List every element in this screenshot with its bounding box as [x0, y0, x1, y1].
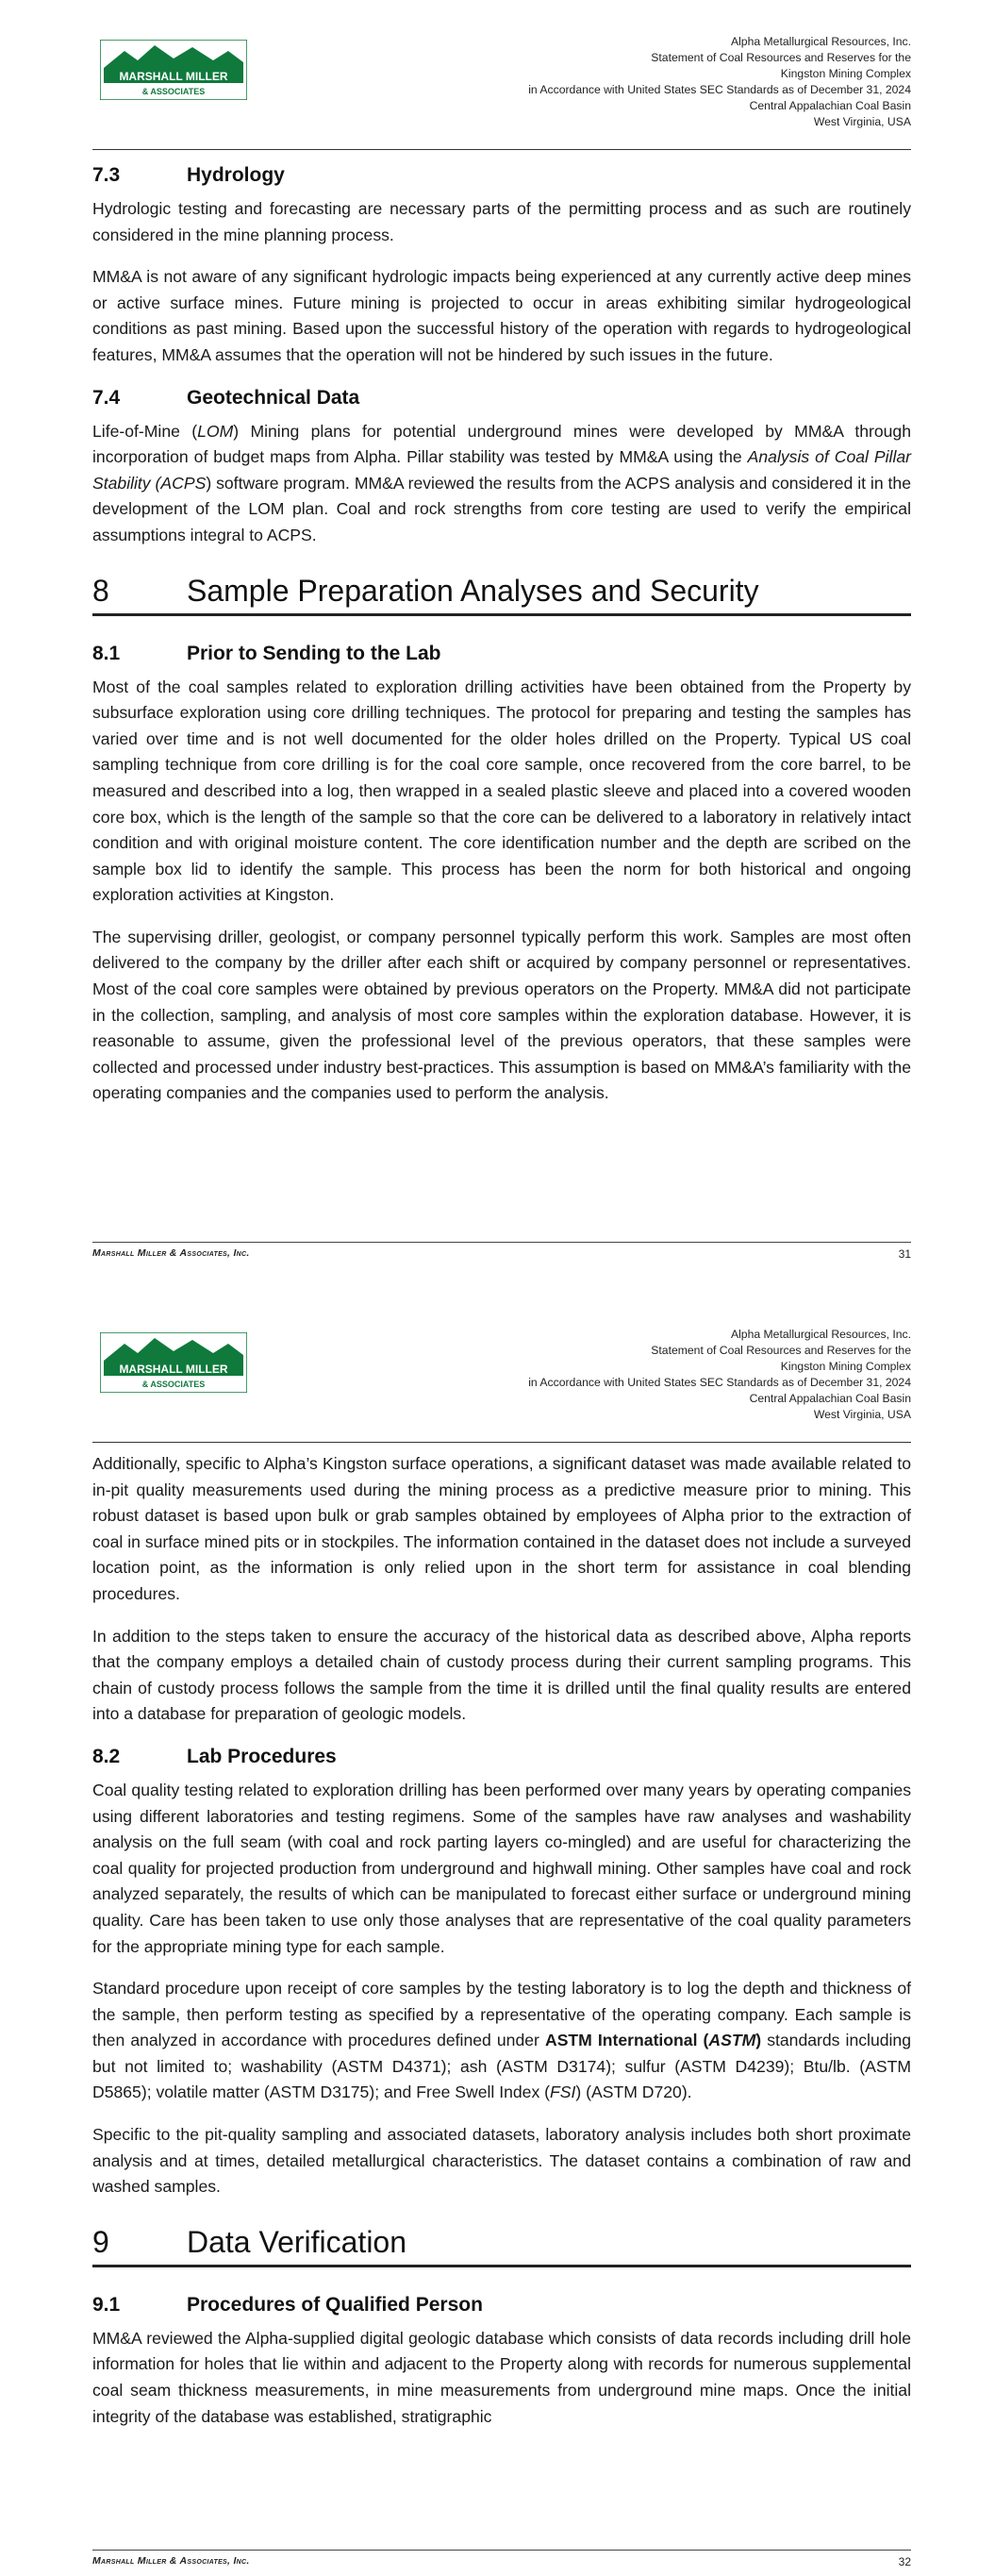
section-title: Geotechnical Data: [187, 386, 360, 409]
header-line-2: Statement of Coal Resources and Reserves for the: [651, 1344, 911, 1357]
section-7-4-heading: [92, 385, 911, 411]
footer-firm-name: Marshall Miller & Associates, Inc.: [92, 2555, 250, 2567]
logo-text-top: MARSHALL MILLER: [119, 70, 228, 83]
header-line-3: Kingston Mining Complex: [780, 67, 911, 80]
paragraph: Hydrologic testing and forecasting are necessary parts of the permitting process and as such are routinely considered in the mine planning process.: [92, 199, 911, 244]
paragraph: Specific to the pit-quality sampling and associated datasets, laboratory analysis includes both short proximate analysis and at times, detailed metallurgical characteristics. The dataset contains a combination of raw and washed samples.: [92, 2125, 911, 2197]
header-line-5: Central Appalachian Coal Basin: [749, 1392, 911, 1405]
footer-divider: [92, 2550, 911, 2551]
chapter-8-heading: [92, 570, 911, 616]
section-title: Prior to Sending to the Lab: [187, 642, 441, 664]
section-number: 8.1: [92, 642, 121, 664]
page-number: 31: [898, 1247, 911, 1261]
paragraph: In addition to the steps taken to ensure the accuracy of the historical data as described above, Alpha reports that the company employs a detailed chain of custody process during their current sampling programs. This chain of custody process follows the sample from the time it is drilled until the final quality results are entered into a database for preparation of geologic models.: [92, 1626, 911, 1724]
footer-divider: [92, 1242, 911, 1243]
paragraph: MM&A is not aware of any significant hydrologic impacts being experienced at any currently active deep mines or active surface mines. Future mining is projected to occur in areas exhibiting similar hydrogeological conditions as past mining. Based upon the successful history of the operation with regards to hydrogeological features, MM&A assumes that the operation will not be hindered by such issues in the future.: [92, 267, 911, 364]
text-run: ) software program. MM&A reviewed the results from the ACPS analysis and considered it in the development of the LOM plan. Coal and rock strengths from core testing are used to verify the empirical assumptions integral to ACPS.: [92, 473, 912, 544]
chapter-9-heading: [92, 2221, 911, 2267]
chapter-title: Data Verification: [187, 2224, 407, 2259]
italic-term: FSI: [550, 2083, 576, 2102]
section-number: 8.2: [92, 1745, 121, 1767]
bold-italic-term: ASTM: [708, 2031, 756, 2050]
page-content: [92, 162, 911, 1107]
header-line-2: Statement of Coal Resources and Reserves for the: [651, 51, 911, 64]
header-company: Alpha Metallurgical Resources, Inc.: [730, 35, 911, 48]
bold-term: ): [755, 2031, 762, 2050]
section-title: Procedures of Qualified Person: [187, 2293, 483, 2316]
paragraph: Most of the coal samples related to exploration drilling activities have been obtained from the Property by subsurface exploration using core drilling techniques. The protocol for preparing and testing the samples has varied over time and is not well documented for the older holes drilled on the Property. Typical US coal sampling technique from core drilling is for the coal core sample, once recovered from the core barrel, to be measured and described into a log, then wrapped in a sealed plastic sleeve and placed into a covered wooden core box, which is the length of the sample so that the core can be delivered to a laboratory in relatively intact condition and with original moisture content. The core identification number and the depth are scribed on the sample box lid to identify the sample. This process has been the norm for both historical and ongoing exploration activities at Kingston.: [92, 677, 911, 905]
section-8-1-heading: [92, 641, 911, 667]
logo-text-bottom: & ASSOCIATES: [141, 1380, 206, 1389]
text-run: ) Mining plans for potential underground mines were developed by MM&A through incorporation of budget maps from Alpha. Pillar stability was tested by MM&A using the: [92, 421, 911, 467]
chapter-number: 8: [92, 573, 109, 608]
section-title: Lab Procedures: [187, 1745, 337, 1767]
chapter-title: Sample Preparation Analyses and Security: [187, 573, 759, 608]
section-number: 7.4: [92, 386, 121, 409]
page-header-info: [421, 34, 911, 130]
header-line-4: in Accordance with United States SEC Standards as of December 31, 2024: [528, 83, 911, 96]
chapter-number: 9: [92, 2224, 109, 2259]
header-divider: [92, 149, 911, 150]
text-run: standards including but not limited to; washability (ASTM D4371); ash (ASTM D3174); sulfur (ASTM D4239); Btu/lb. (ASTM D5865); volatile matter (ASTM D3175); and Free Swell Index (: [92, 2031, 911, 2102]
footer-firm-name: Marshall Miller & Associates, Inc.: [92, 1247, 250, 1259]
page-number: 32: [898, 2555, 911, 2568]
italic-term: Analysis of Coal Pillar Stability (ACPS: [92, 447, 912, 493]
logo-text-bottom: & ASSOCIATES: [141, 87, 206, 96]
paragraph: Coal quality testing related to exploration drilling has been performed over many years by operating companies using different laboratories and testing regimens. Some of the samples have raw analyses and washability analysis on the full seam (with coal and rock parting layers co-mingled) and are useful for characterizing the coal quality for projected production from underground and highwall mining. Other samples have coal and rock analyzed separately, the results of which can be manipulated to forecast either surface or underground mining quality. Care has been taken to use only those analyses that are representative of the coal quality parameters for the appropriate mining type for each sample.: [92, 1780, 911, 1956]
section-8-2-heading: [92, 1744, 911, 1770]
section-9-1-heading: [92, 2292, 911, 2318]
section-number: 9.1: [92, 2293, 121, 2316]
paragraph: [92, 1976, 911, 2106]
section-title: Hydrology: [187, 164, 285, 186]
header-line-4: in Accordance with United States SEC Standards as of December 31, 2024: [528, 1376, 911, 1389]
paragraph: [92, 419, 911, 549]
paragraph: The supervising driller, geologist, or company personnel typically perform this work. Samples are most often delivered to the company by the driller after each shift or acquired by company personnel or representatives. Most of the coal core samples were obtained by previous operators on the Property. MM&A did not participate in the collection, sampling, and analysis of most core samples within the exploration database. However, it is reasonable to assume, given the professional level of the previous operators, that these samples were collected and processed under industry best-practices. This assumption is based on MM&A’s familiarity with the operating companies and the companies used to perform the analysis.: [92, 927, 911, 1103]
paragraph: MM&A reviewed the Alpha-supplied digital geologic database which consists of data records including drill hole information for holes that lie within and adjacent to the Property along with records for numerous supplemental coal seam thickness measurements, in mine measurements from underground mine maps. Once the initial integrity of the database was established, stratigraphic: [92, 2328, 911, 2426]
paragraph: Additionally, specific to Alpha’s Kingston surface operations, a significant dataset was made available related to in-pit quality measurements used during the mining process as a predictive measure prior to mining. This robust dataset is based upon bulk or grab samples obtained by employees of Alpha prior to the extraction of coal in surface mined pits or in stockpiles. The information contained in the dataset does not include a surveyed location point, as the information is only relied upon in the short term for assistance in coal blending procedures.: [92, 1454, 911, 1603]
text-run: Life-of-Mine (: [92, 421, 198, 441]
header-line-3: Kingston Mining Complex: [780, 1360, 911, 1373]
italic-term: LOM: [197, 421, 234, 441]
header-line-5: Central Appalachian Coal Basin: [749, 99, 911, 112]
header-divider: [92, 1442, 911, 1443]
text-run: Standard procedure upon receipt of core samples by the testing laboratory is to log the depth and thickness of the sample, then perform testing as specified by a representative of the operating company. Each sample is then analyzed in accordance with procedures defined under: [92, 1979, 911, 2050]
marshall-miller-logo: [100, 40, 247, 100]
header-line-6: West Virginia, USA: [813, 1408, 911, 1421]
page-content: [92, 1451, 911, 2430]
header-line-6: West Virginia, USA: [813, 115, 911, 128]
logo-text-top: MARSHALL MILLER: [119, 1363, 228, 1376]
text-run: ) (ASTM D720).: [575, 2083, 692, 2102]
page-header-info: [421, 1327, 911, 1423]
header-company: Alpha Metallurgical Resources, Inc.: [730, 1328, 911, 1341]
section-number: 7.3: [92, 164, 121, 186]
marshall-miller-logo: [100, 1332, 247, 1393]
section-7-3-heading: [92, 162, 911, 189]
document-page-32: [0, 1293, 995, 2576]
bold-term: ASTM International (: [544, 2031, 709, 2050]
